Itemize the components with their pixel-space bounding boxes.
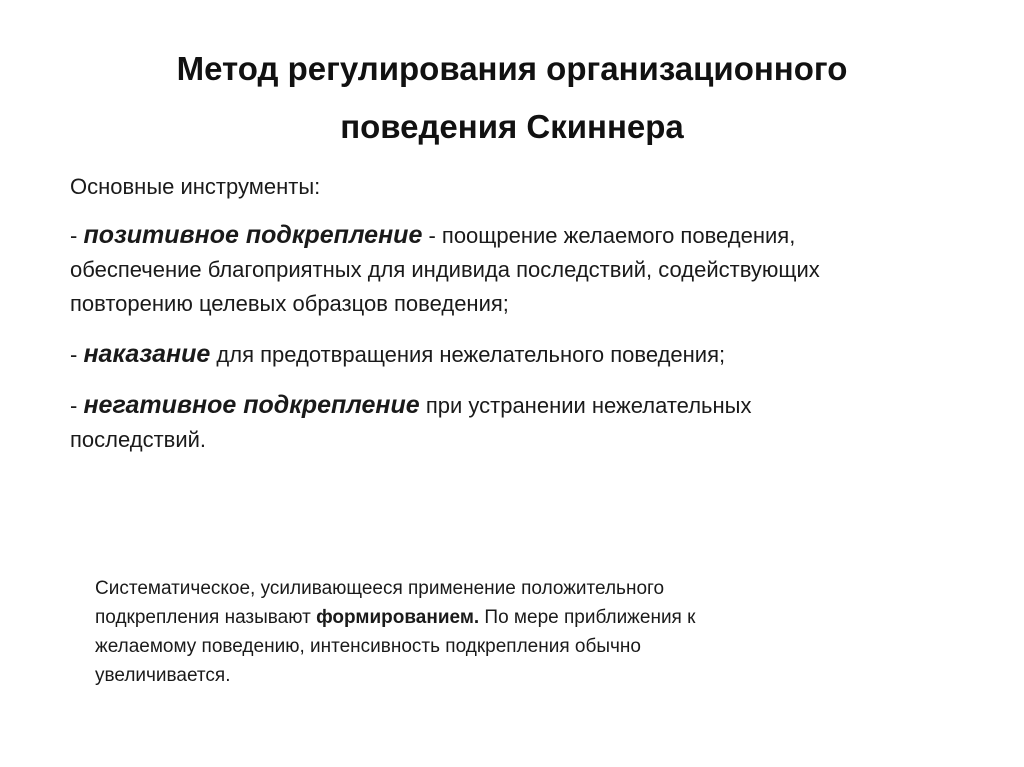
shaping-note — [95, 574, 875, 690]
bullet-dash: - — [70, 393, 84, 418]
slide-title — [90, 40, 934, 156]
note-line-1: Систематическое, усиливающееся применение положительного — [95, 578, 665, 599]
term-positive-reinforcement: позитивное подкрепление — [83, 221, 423, 249]
bullet-dash: - — [70, 342, 84, 367]
main-content — [70, 170, 970, 473]
bullet-text-line-2: обеспечение благоприятных для индивида последствий, содействующих — [70, 257, 820, 282]
intro-text: Основные инструменты: — [70, 174, 321, 199]
term-negative-reinforcement: негативное подкрепление — [83, 391, 420, 419]
bullet-punishment — [70, 337, 970, 372]
note-term-shaping: формированием. — [316, 607, 480, 628]
bullet-negative-reinforcement — [70, 388, 970, 457]
bullet-positive-reinforcement — [70, 218, 970, 321]
note-line-2-post: По мере приближения к — [479, 607, 696, 628]
bullet-dash: - — [70, 223, 84, 248]
bullet-text-line-1: - поощрение желаемого поведения, — [422, 223, 796, 248]
note-line-2-pre: подкрепления называют — [95, 607, 317, 628]
bullet-text-line-2: последствий. — [70, 427, 207, 452]
note-line-4: увеличивается. — [95, 665, 231, 686]
note-line-3: желаемому поведению, интенсивность подкрепления обычно — [95, 636, 641, 657]
title-line-2: поведения Скиннера — [340, 108, 684, 145]
bullet-text-line-3: повторению целевых образцов поведения; — [70, 291, 509, 316]
title-line-1: Метод регулирования организационного — [176, 50, 848, 87]
term-punishment: наказание — [83, 340, 211, 368]
bullet-text-line-1: при устранении нежелательных — [419, 393, 752, 418]
note-paragraph — [95, 574, 875, 690]
bullet-text-line-1: для предотвращения нежелательного поведения; — [210, 342, 726, 367]
